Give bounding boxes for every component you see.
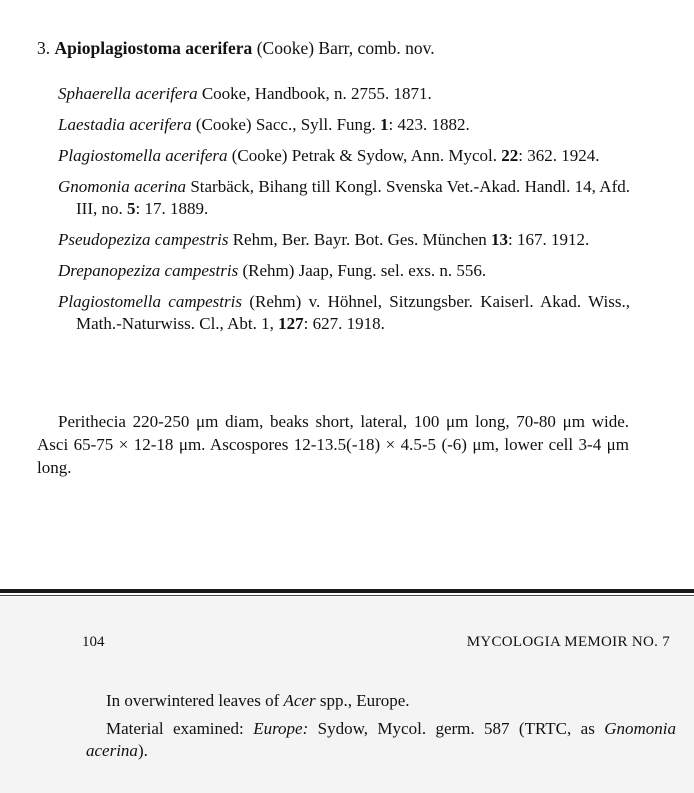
- lower-text: [86, 690, 676, 768]
- page-number: 104: [82, 634, 105, 650]
- synonym-name: Gnomonia acerina: [58, 177, 187, 196]
- material-text-end: ).: [137, 741, 148, 760]
- synonym-name: Drepanopeziza campestris: [58, 261, 239, 280]
- description-paragraph: Perithecia 220-250 μm diam, beaks short, lateral, 100 μm long, 70-80 μm wide. Asci 65-75 × 12-18 μm. Ascospores 12-13.5(-18) × 4.5-5 (-6) μm, lower cell 3-4 μm long.: [37, 412, 629, 477]
- synonym-citation: (Cooke) Petrak & Sydow, Ann. Mycol.: [227, 146, 502, 165]
- material-label: Material examined:: [106, 719, 254, 738]
- synonym-citation: Starbäck, Bihang till Kongl. Svenska Vet.-Akad. Handl. 14, Afd. III, no.: [76, 177, 630, 218]
- synonym-volume: 127: [278, 314, 304, 333]
- synonym-citation: (Rehm) Jaap, Fung. sel. exs. n. 556.: [238, 261, 487, 280]
- synonym-name: Sphaerella acerifera: [58, 84, 198, 103]
- synonym-name: Pseudopeziza campestris: [58, 230, 229, 249]
- synonym-volume: 13: [491, 230, 508, 249]
- habitat-genus: Acer: [283, 691, 316, 710]
- material-paragraph: [86, 718, 676, 762]
- habitat-text-end: spp., Europe.: [315, 691, 410, 710]
- synonym-list: [58, 83, 630, 344]
- synonym-citation: (Rehm) v. Höhnel, Sitzungsber. Kaiserl. Akad. Wiss., Math.-Naturwiss. Cl., Abt. 1,: [76, 292, 630, 333]
- species-name: Apioplagiostoma acerifera: [54, 38, 253, 58]
- synonym-entry: [58, 260, 630, 282]
- material-taxon: Gnomonia acerina: [86, 719, 676, 760]
- habitat-text: In overwintered leaves of: [106, 691, 284, 710]
- synonym-name: Plagiostomella campestris: [58, 292, 242, 311]
- synonym-volume: 22: [501, 146, 519, 165]
- page-divider-thick: [0, 589, 694, 593]
- synonym-citation-end: : 17. 1889.: [135, 199, 209, 218]
- species-authority: (Cooke) Barr, comb. nov.: [256, 38, 435, 58]
- synonym-citation: Rehm, Ber. Bayr. Bot. Ges. München: [228, 230, 491, 249]
- synonym-citation: Cooke, Handbook, n. 2755. 1871.: [197, 84, 432, 103]
- synonym-entry: [58, 229, 630, 251]
- synonym-entry: [58, 176, 630, 220]
- synonym-name: Laestadia acerifera: [58, 115, 192, 134]
- synonym-entry: [58, 291, 630, 335]
- running-head: MYCOLOGIA MEMOIR NO. 7: [466, 634, 670, 650]
- habitat-paragraph: [86, 690, 676, 712]
- material-text: Sydow, Mycol. germ. 587 (TRTC, as: [308, 719, 605, 738]
- page-divider-thin: [0, 595, 694, 596]
- synonym-citation-end: : 167. 1912.: [508, 230, 590, 249]
- synonym-entry: [58, 145, 630, 167]
- species-heading: [37, 37, 657, 59]
- synonym-volume: 5: [126, 199, 136, 218]
- material-region: Europe:: [253, 719, 309, 738]
- synonym-name: Plagiostomella acerifera: [58, 146, 228, 165]
- species-number: 3.: [37, 38, 51, 58]
- synonym-citation: (Cooke) Sacc., Syll. Fung.: [191, 115, 381, 134]
- synonym-entry: [58, 114, 630, 136]
- synonym-volume: 1: [380, 115, 389, 134]
- synonym-citation-end: : 627. 1918.: [303, 314, 385, 333]
- synonym-citation-end: : 423. 1882.: [388, 115, 470, 134]
- synonym-citation-end: : 362. 1924.: [518, 146, 600, 165]
- synonym-entry: [58, 83, 630, 105]
